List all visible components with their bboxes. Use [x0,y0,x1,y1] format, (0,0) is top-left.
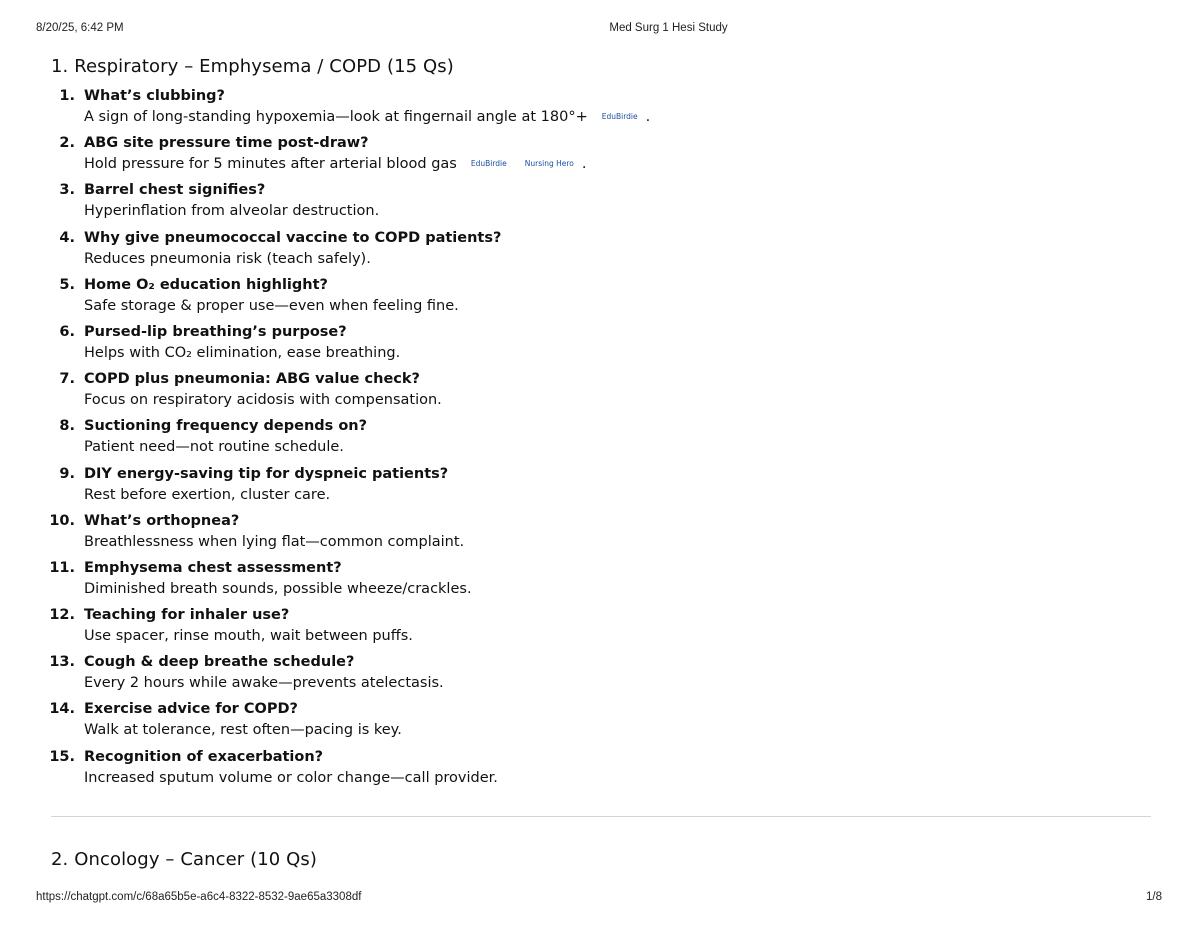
list-item [0,699,1200,746]
question-text: DIY energy-saving tip for dyspneic patients? [84,465,449,482]
answer-text [84,107,650,127]
question-text: What’s orthopnea? [84,512,240,529]
section-title-respiratory: 1. Respiratory – Emphysema / COPD (15 Qs) [51,56,454,77]
list-item [0,558,1200,605]
print-url: https://chatgpt.com/c/68a65b5e-a6c4-8322-8532-9ae65a3308df [36,891,362,903]
list-item [0,416,1200,463]
answer-text: Increased sputum volume or color change—call provider. [84,769,498,786]
question-number: 3. [59,182,75,199]
list-item [0,133,1200,180]
print-page-number: 1/8 [1146,891,1162,903]
question-text: ABG site pressure time post-draw? [84,135,369,152]
answer-text: Reduces pneumonia risk (teach safely). [84,250,371,267]
citation-link[interactable]: Nursing Hero [524,159,574,169]
answer-text: Safe storage & proper use—even when feeling fine. [84,297,459,314]
print-datetime: 8/20/25, 6:42 PM [36,22,124,34]
print-footer [0,891,1200,907]
question-list [0,86,1200,794]
citation-link[interactable]: EduBirdie [601,112,638,121]
question-number: 14. [49,701,75,718]
question-text: Pursed-lip breathing’s purpose? [84,323,347,340]
answer-text [84,154,586,174]
question-number: 5. [59,276,75,293]
question-text: Home O₂ education highlight? [84,276,328,293]
question-text: Barrel chest signifies? [84,182,266,199]
list-item [0,228,1200,275]
list-item [0,86,1200,133]
answer-text: Use spacer, rinse mouth, wait between puffs. [84,628,413,645]
answer-trailing-period: . [645,109,651,125]
question-text: Emphysema chest assessment? [84,559,342,576]
answer-text: Hyperinflation from alveolar destruction. [84,203,380,220]
list-item [0,322,1200,369]
answer-text: Rest before exertion, cluster care. [84,486,331,503]
answer-text: Walk at tolerance, rest often—pacing is key. [84,722,402,739]
list-item [0,464,1200,511]
section-divider [51,816,1151,817]
list-item [0,605,1200,652]
answer-body: A sign of long-standing hypoxemia—look at fingernail angle at 180°+ [84,109,588,125]
answer-text: Helps with CO₂ elimination, ease breathing. [84,344,401,361]
citation-link[interactable]: EduBirdie [470,159,507,169]
question-text: COPD plus pneumonia: ABG value check? [84,371,420,388]
list-item [0,511,1200,558]
answer-text: Patient need—not routine schedule. [84,439,344,456]
question-text: Teaching for inhaler use? [84,607,290,624]
list-item [0,369,1200,416]
question-number: 4. [59,229,75,246]
print-header [0,22,1200,38]
answer-text: Diminished breath sounds, possible wheeze/crackles. [84,580,472,597]
question-number: 10. [49,512,75,529]
question-number: 8. [59,418,75,435]
answer-body: Hold pressure for 5 minutes after arterial blood gas [84,156,457,173]
question-text: What’s clubbing? [84,88,225,104]
question-number: 1. [59,88,75,104]
answer-text: Breathlessness when lying flat—common complaint. [84,533,465,550]
question-text: Suctioning frequency depends on? [84,418,368,435]
question-number: 15. [49,748,75,765]
answer-text: Focus on respiratory acidosis with compensation. [84,392,442,409]
question-number: 2. [59,135,75,152]
list-item [0,747,1200,794]
question-number: 9. [59,465,75,482]
question-text: Cough & deep breathe schedule? [84,654,355,671]
question-number: 6. [59,323,75,340]
section-title-oncology: 2. Oncology – Cancer (10 Qs) [51,849,318,870]
answer-text: Every 2 hours while awake—prevents atelectasis. [84,675,444,692]
question-number: 13. [49,654,75,671]
print-page-title: Med Surg 1 Hesi Study [609,22,728,34]
question-number: 12. [49,607,75,624]
question-text: Exercise advice for COPD? [84,701,298,718]
question-text: Why give pneumococcal vaccine to COPD patients? [84,229,502,246]
list-item [0,180,1200,227]
answer-trailing-period: . [581,156,587,173]
list-item [0,275,1200,322]
question-text: Recognition of exacerbation? [84,748,324,765]
question-number: 11. [49,559,75,576]
question-number: 7. [59,371,75,388]
list-item [0,652,1200,699]
